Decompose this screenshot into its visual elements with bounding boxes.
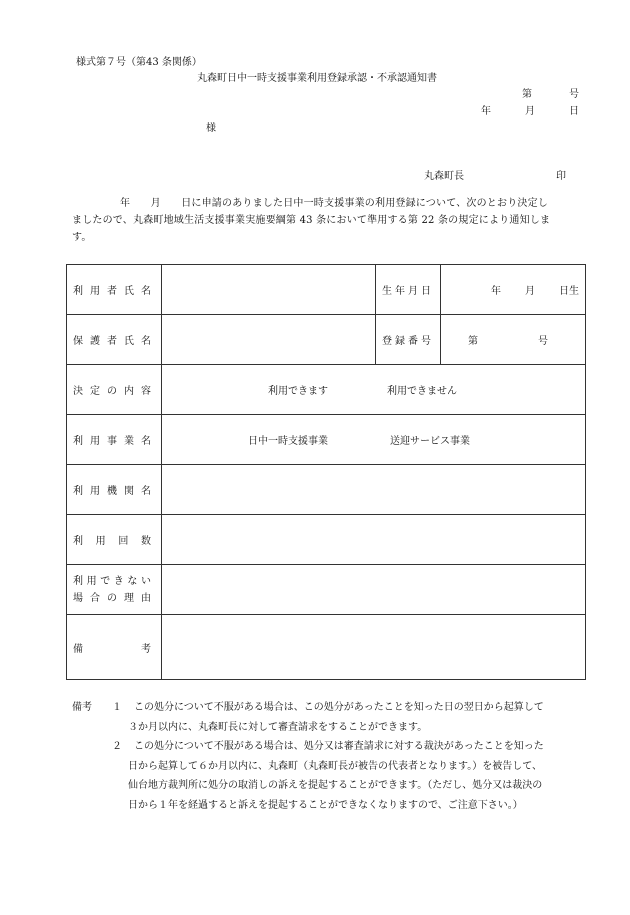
notes-heading: 備考	[72, 702, 92, 713]
row-institution	[67, 465, 586, 515]
remarks-field[interactable]	[162, 615, 586, 680]
registration-number-field[interactable]	[441, 315, 586, 365]
seal-mark: 印	[556, 171, 566, 182]
guardian-name-label-char: 者	[107, 336, 117, 347]
reason-label-line2-char: 理	[124, 592, 134, 604]
row-decision	[67, 365, 586, 415]
reason-label-line1-char: 用	[86, 575, 97, 587]
reason-label-line1-char: 利	[73, 575, 83, 587]
notes-section	[72, 698, 592, 815]
row-service	[67, 415, 586, 465]
reason-field[interactable]	[162, 565, 586, 615]
birthdate-label-text: 生年月日	[382, 286, 434, 297]
usage-count-label-char: 用	[95, 536, 106, 547]
issuer: 丸森町長	[424, 171, 464, 182]
user-name-label-char: 者	[107, 286, 117, 297]
birth-day-unit: 日生	[559, 286, 579, 297]
reason-label-line1-char: で	[100, 575, 111, 587]
user-name-label-char: 氏	[124, 286, 134, 297]
decision-label	[67, 365, 162, 415]
decision-option-approve[interactable]: 利用できます	[268, 386, 328, 397]
form-table	[66, 264, 586, 680]
note-2-line-2: 日から起算して６か月以内に、丸森町（丸森町長が被告の代表者となります。）を被告して、	[128, 760, 542, 772]
institution-label-char: 関	[124, 486, 134, 497]
service-label-char: 用	[90, 436, 100, 447]
service-label-char: 利	[73, 436, 83, 447]
form-number: 様式第７号（第43 条関係）	[76, 57, 202, 68]
service-label-char: 事	[107, 436, 117, 447]
remarks-label	[67, 615, 162, 680]
note-2-line-1: この処分について不服がある場合は、処分又は審査請求に対する裁決があったことを知った	[134, 741, 544, 752]
remarks-label-b: 考	[141, 643, 151, 655]
date-year: 年	[481, 106, 491, 117]
paragraph-line-2: ましたので、丸森町地域生活支援事業実施要綱第 43 条において準用する第 22 条の規定により通知しま	[72, 215, 551, 226]
row-usage-count	[67, 515, 586, 565]
note-2-line-3: 仙台地方裁判所に処分の取消しの訴えを提起することができます。（ただし、処分又は裁決の	[128, 780, 543, 791]
service-field	[162, 415, 586, 465]
guardian-name-label-char: 氏	[124, 336, 134, 347]
service-option-daytime[interactable]: 日中一時支援事業	[248, 436, 328, 447]
service-option-transport[interactable]: 送迎サービス事業	[390, 436, 470, 447]
decision-label-char: 内	[124, 386, 134, 397]
usage-count-field[interactable]	[162, 515, 586, 565]
reason-label-line2-char: の	[107, 592, 117, 604]
guardian-name-label-char: 名	[141, 336, 151, 347]
usage-count-label	[67, 515, 162, 565]
reason-label-line1-char: な	[127, 575, 138, 587]
addressee-suffix: 様	[206, 123, 216, 134]
institution-label-char: 機	[107, 486, 117, 497]
note-2-line-4: 日から１年を経過すると訴えを提起することができなくなりますので、ご注意下さい。）	[128, 799, 523, 811]
reason-label-line2-char: 場	[73, 592, 83, 604]
reason-label-line1-char: き	[113, 575, 124, 587]
decision-field	[162, 365, 586, 415]
user-name-label-char: 名	[141, 286, 151, 297]
guardian-name-field[interactable]	[162, 315, 376, 365]
notice-paragraph	[72, 195, 582, 246]
row-remarks	[67, 615, 586, 680]
decision-option-deny[interactable]: 利用できません	[387, 386, 457, 397]
usage-count-label-char: 数	[140, 536, 151, 547]
note-1-line-2: ３か月以内に、丸森町長に対して審査請求をすることができます。	[128, 721, 428, 733]
institution-label	[67, 465, 162, 515]
user-name-label-char: 利	[73, 286, 83, 297]
doc-number-dai: 第	[522, 89, 532, 100]
note-1-line-1: この処分について不服がある場合は、この処分があったことを知った日の翌日から起算して	[134, 702, 544, 713]
institution-label-char: 用	[90, 486, 100, 497]
usage-count-label-char: 回	[118, 536, 129, 547]
decision-label-char: 決	[73, 386, 83, 397]
birthdate-label	[376, 265, 441, 315]
date-day: 日	[569, 106, 579, 117]
note-2-number: ２	[112, 741, 122, 752]
decision-label-char: の	[107, 386, 117, 397]
guardian-name-label	[67, 315, 162, 365]
row-reason	[67, 565, 586, 615]
user-name-field[interactable]	[162, 265, 376, 315]
reason-label	[67, 565, 162, 615]
row-guardian-name	[67, 315, 586, 365]
user-name-label	[67, 265, 162, 315]
reason-label-line2-char: 由	[141, 592, 151, 604]
doc-number-go: 号	[569, 89, 579, 100]
row-user-name	[67, 265, 586, 315]
reason-label-line2-char: 合	[90, 592, 100, 604]
paragraph-line-1: 年 月 日に申請のありました日中一時支援事業の利用登録について、次のとおり決定し	[120, 198, 548, 209]
institution-field[interactable]	[162, 465, 586, 515]
birthdate-field[interactable]	[441, 265, 586, 315]
date-month: 月	[525, 106, 535, 117]
guardian-name-label-char: 護	[90, 336, 100, 347]
service-label-char: 業	[124, 436, 134, 447]
birth-month-unit: 月	[525, 286, 535, 297]
registration-number-label	[376, 315, 441, 365]
guardian-name-label-char: 保	[73, 336, 83, 347]
reg-go: 号	[538, 336, 548, 347]
decision-label-char: 定	[90, 386, 100, 397]
reason-label-line1-char: い	[140, 575, 151, 587]
service-label-char: 名	[141, 436, 151, 447]
institution-label-char: 名	[141, 486, 151, 497]
reg-dai: 第	[468, 336, 478, 347]
note-1-number: １	[112, 702, 122, 713]
usage-count-label-char: 利	[73, 536, 83, 547]
remarks-label-a: 備	[73, 643, 83, 655]
institution-label-char: 利	[73, 486, 83, 497]
paragraph-line-3: す。	[72, 232, 92, 243]
birth-year-unit: 年	[491, 286, 501, 297]
document-title: 丸森町日中一時支援事業利用登録承認・不承認通知書	[197, 73, 437, 84]
decision-label-char: 容	[141, 386, 151, 397]
service-label	[67, 415, 162, 465]
registration-number-label-text: 登録番号	[382, 336, 434, 347]
user-name-label-char: 用	[90, 286, 100, 297]
